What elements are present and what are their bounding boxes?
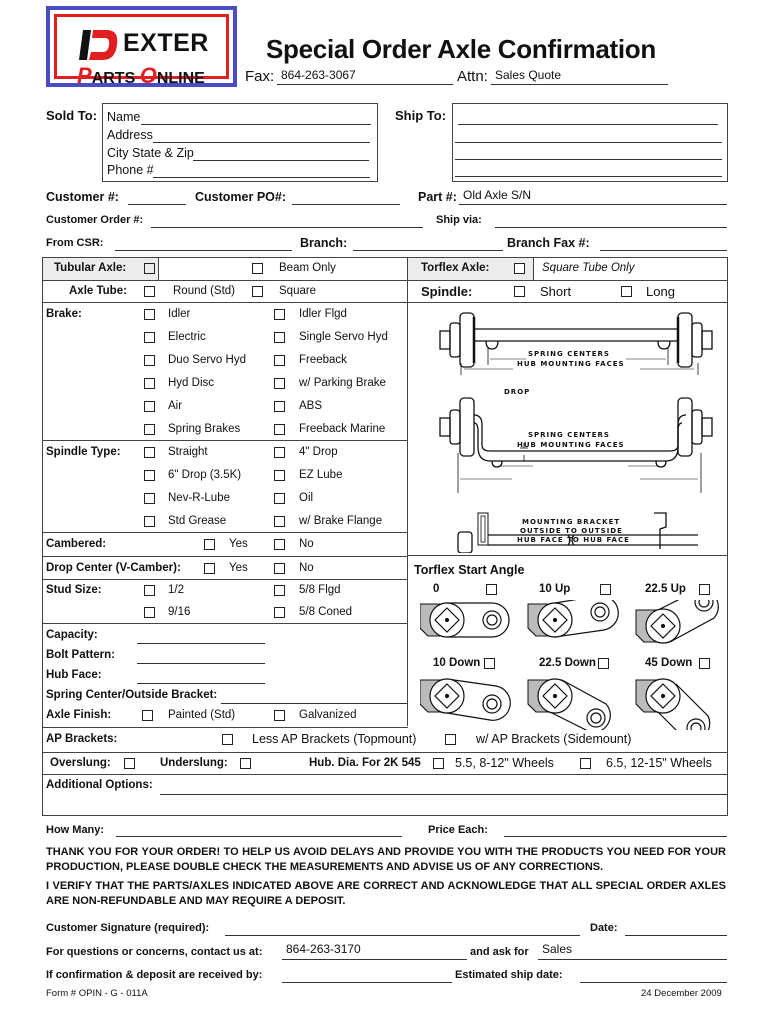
spindle-short-checkbox[interactable] xyxy=(514,286,525,297)
ask-for-value[interactable]: Sales xyxy=(542,942,573,956)
sold-to-address-label: Address xyxy=(107,128,153,142)
angle-0-label: 0 xyxy=(433,583,440,595)
spindle-long-label: Long xyxy=(646,284,675,299)
spindle-std-grease-label: Std Grease xyxy=(168,515,227,527)
capacity-field[interactable] xyxy=(137,643,265,644)
cambered-yes-label: Yes xyxy=(229,538,248,550)
divider xyxy=(42,623,408,624)
sold-to-phone-field[interactable] xyxy=(153,177,370,178)
form-number: Form # OPIN - G - 011A xyxy=(46,988,148,999)
thank-you-notice: THANK YOU FOR YOUR ORDER! TO HELP US AVOID DELAYS AND PROVIDE YOU WITH THE PRODUCTS YOU NEED FOR YOUR PRODUCTION, PLEASE DOUBLE CHECK THE MEASUREMENTS AND ADVISE US OF ANY CORRECTIONS. xyxy=(46,846,726,873)
additional-options-field[interactable] xyxy=(160,794,728,795)
hub-face-field[interactable] xyxy=(137,683,265,684)
diagram1-hub-mounting-faces: HUB MOUNTING FACES xyxy=(517,360,625,368)
drop-center-no-checkbox[interactable] xyxy=(274,563,285,574)
torflex-axle-checkbox[interactable] xyxy=(514,263,525,274)
spindle-oil-checkbox[interactable] xyxy=(274,493,285,504)
spindle-brake-flange-label: w/ Brake Flange xyxy=(299,515,383,527)
stud-5-8-coned-label: 5/8 Coned xyxy=(299,606,353,618)
spindle-long-checkbox[interactable] xyxy=(621,286,632,297)
wheels-65-label: 6.5, 12-15" Wheels xyxy=(606,756,712,770)
torflex-start-angle-title: Torflex Start Angle xyxy=(414,563,525,577)
torflex-axle-label: Torflex Axle: xyxy=(421,262,490,274)
spring-center-label: Spring Center/Outside Bracket: xyxy=(46,689,218,701)
diagram3-mounting-bracket: MOUNTING BRACKET xyxy=(522,518,621,526)
painted-std-checkbox[interactable] xyxy=(142,710,153,721)
round-std-label: Round (Std) xyxy=(173,285,236,297)
wheels-65-checkbox[interactable] xyxy=(580,758,591,769)
galvanized-label: Galvanized xyxy=(299,709,357,721)
angle-10-down-label: 10 Down xyxy=(433,657,481,669)
spindle-nev-r-lube-checkbox[interactable] xyxy=(144,493,155,504)
brake-spring-checkbox[interactable] xyxy=(144,424,155,435)
brake-freeback-checkbox[interactable] xyxy=(274,355,285,366)
confirmation-label: If confirmation & deposit are received by: xyxy=(46,969,263,981)
angle-0-checkbox[interactable] xyxy=(486,584,497,595)
sold-to-city-label: City State & Zip xyxy=(107,146,194,160)
wheels-55-checkbox[interactable] xyxy=(433,758,444,769)
brake-abs-checkbox[interactable] xyxy=(274,401,285,412)
diagram2-spring-centers: SPRING CENTERS xyxy=(528,431,610,439)
divider xyxy=(42,532,408,533)
brake-freeback-marine-checkbox[interactable] xyxy=(274,424,285,435)
brake-duo-servo-checkbox[interactable] xyxy=(144,355,155,366)
customer-po-field[interactable] xyxy=(292,204,400,205)
fax-label: Fax: xyxy=(245,68,275,85)
bolt-pattern-label: Bolt Pattern: xyxy=(46,649,115,661)
drop-center-yes-checkbox[interactable] xyxy=(204,563,215,574)
brake-electric-checkbox[interactable] xyxy=(144,332,155,343)
divider xyxy=(42,727,408,728)
spindle-6in-drop-label: 6" Drop (3.5K) xyxy=(168,469,242,481)
brake-spring-label: Spring Brakes xyxy=(168,423,241,435)
from-csr-label: From CSR: xyxy=(46,237,104,249)
angle-45-down-label: 45 Down xyxy=(645,657,693,669)
stud-size-label: Stud Size: xyxy=(46,584,102,596)
sold-to-name-label: Name xyxy=(107,110,141,124)
logo-exter-text: EXTER xyxy=(123,29,209,57)
divider xyxy=(42,556,408,557)
drop-center-no-label: No xyxy=(299,562,314,574)
contact-label: For questions or concerns, contact us at: xyxy=(46,946,263,958)
angle-22-5-up-checkbox[interactable] xyxy=(699,584,710,595)
dexter-logo xyxy=(46,6,237,87)
spindle-std-grease-checkbox[interactable] xyxy=(144,516,155,527)
ask-for-field[interactable] xyxy=(538,959,727,960)
brake-single-servo-checkbox[interactable] xyxy=(274,332,285,343)
brake-hyd-disc-label: Hyd Disc xyxy=(168,377,215,389)
cambered-no-label: No xyxy=(299,538,314,550)
brake-air-label: Air xyxy=(168,400,183,412)
diagram2-hub-mounting-faces: HUB MOUNTING FACES xyxy=(517,441,625,449)
diagram3-hub-face-to-hub-face: HUB FACE TO HUB FACE xyxy=(517,536,630,544)
ap-brackets-label: AP Brackets: xyxy=(46,733,118,745)
fax-value[interactable]: 864-263-3067 xyxy=(281,68,356,82)
spindle-straight-checkbox[interactable] xyxy=(144,447,155,458)
brake-single-servo-label: Single Servo Hyd xyxy=(299,331,388,343)
brake-air-checkbox[interactable] xyxy=(144,401,155,412)
painted-std-label: Painted (Std) xyxy=(168,709,236,721)
verification-notice: I VERIFY THAT THE PARTS/AXLES INDICATED ABOVE ARE CORRECT AND ACKNOWLEDGE THAT ALL SPECIAL ORDER AXLES ARE NON-REFUNDABLE AND MAY REQUIRE A DEPOSIT. xyxy=(46,880,726,907)
ship-to-line-4[interactable] xyxy=(455,176,722,177)
spindle-4in-drop-label: 4" Drop xyxy=(299,446,338,458)
signature-label: Customer Signature (required): xyxy=(46,922,210,934)
signature-field[interactable] xyxy=(225,935,580,936)
cambered-yes-checkbox[interactable] xyxy=(204,539,215,550)
with-ap-label: w/ AP Brackets (Sidemount) xyxy=(476,732,632,746)
divider xyxy=(42,579,408,580)
cambered-no-checkbox[interactable] xyxy=(274,539,285,550)
diagram3-outside-to-outside: OUTSIDE TO OUTSIDE xyxy=(520,527,623,535)
customer-po-label: Customer PO#: xyxy=(195,190,286,204)
customer-order-label: Customer Order #: xyxy=(46,214,144,226)
beam-only-label: Beam Only xyxy=(279,262,336,274)
overslung-label: Overslung: xyxy=(50,757,111,769)
sold-to-name-field[interactable] xyxy=(141,124,371,125)
divider xyxy=(42,440,408,441)
brake-idler-checkbox[interactable] xyxy=(144,309,155,320)
stud-5-8-flgd-checkbox[interactable] xyxy=(274,585,285,596)
spindle-type-label: Spindle Type: xyxy=(46,446,121,458)
hub-face-label: Hub Face: xyxy=(46,669,102,681)
date-label: Date: xyxy=(590,922,618,934)
customer-num-field[interactable] xyxy=(128,204,186,205)
attn-value[interactable]: Sales Quote xyxy=(495,68,562,82)
ship-via-label: Ship via: xyxy=(436,214,482,226)
sold-to-phone-label: Phone # xyxy=(107,163,154,177)
ship-to-label: Ship To: xyxy=(395,108,447,123)
contact-value[interactable]: 864-263-3170 xyxy=(286,942,361,956)
stud-5-8-coned-checkbox[interactable] xyxy=(274,607,285,618)
ship-via-field[interactable] xyxy=(495,227,727,228)
brake-label: Brake: xyxy=(46,308,82,320)
angle-22-5-up-label: 22.5 Up xyxy=(645,583,686,595)
stud-9-16-label: 9/16 xyxy=(168,606,191,618)
drop-center-yes-label: Yes xyxy=(229,562,248,574)
how-many-label: How Many: xyxy=(46,824,105,836)
how-many-field[interactable] xyxy=(116,836,402,837)
fax-field[interactable] xyxy=(277,84,453,85)
branch-fax-label: Branch Fax #: xyxy=(507,236,590,250)
drop-center-label: Drop Center (V-Camber): xyxy=(46,562,181,574)
stud-half-checkbox[interactable] xyxy=(144,585,155,596)
spindle-short-label: Short xyxy=(540,284,572,299)
spindle-nev-r-lube-label: Nev-R-Lube xyxy=(168,492,230,504)
square-tube-only-note: Square Tube Only xyxy=(542,262,635,274)
from-csr-field[interactable] xyxy=(115,250,292,251)
spindle-ez-lube-label: EZ Lube xyxy=(299,469,343,481)
ask-for-label: and ask for xyxy=(470,946,529,958)
divider xyxy=(407,555,728,556)
wheels-55-label: 5.5, 8-12" Wheels xyxy=(455,756,554,770)
est-ship-field[interactable] xyxy=(580,982,727,983)
price-each-field[interactable] xyxy=(504,836,727,837)
stud-half-label: 1/2 xyxy=(168,584,184,596)
spindle-oil-label: Oil xyxy=(299,492,314,504)
brake-idler-flgd-label: Idler Flgd xyxy=(299,308,347,320)
spindle-ez-lube-checkbox[interactable] xyxy=(274,470,285,481)
underslung-checkbox[interactable] xyxy=(240,758,251,769)
est-ship-label: Estimated ship date: xyxy=(455,969,563,981)
brake-hyd-disc-checkbox[interactable] xyxy=(144,378,155,389)
square-label: Square xyxy=(279,285,317,297)
diagram2-drop: DROP xyxy=(504,388,531,396)
galvanized-checkbox[interactable] xyxy=(274,710,285,721)
price-each-label: Price Each: xyxy=(428,824,488,836)
tubular-axle-label: Tubular Axle: xyxy=(54,262,127,274)
page-title: Special Order Axle Confirmation xyxy=(266,34,656,64)
brake-idler-flgd-checkbox[interactable] xyxy=(274,309,285,320)
branch-fax-field[interactable] xyxy=(600,250,727,251)
beam-only-checkbox[interactable] xyxy=(252,263,263,274)
axle-finish-label: Axle Finish: xyxy=(46,709,112,721)
confirmation-date-field[interactable] xyxy=(282,982,452,983)
angle-22-5-down-label: 22.5 Down xyxy=(539,657,596,669)
capacity-label: Capacity: xyxy=(46,629,98,641)
branch-field[interactable] xyxy=(353,250,503,251)
bolt-pattern-field[interactable] xyxy=(137,663,265,664)
with-ap-checkbox[interactable] xyxy=(445,734,456,745)
axle-tube-label: Axle Tube: xyxy=(69,285,127,297)
brake-freeback-marine-label: Freeback Marine xyxy=(299,423,386,435)
contact-field[interactable] xyxy=(282,959,467,960)
customer-order-field[interactable] xyxy=(151,227,423,228)
branch-label: Branch: xyxy=(300,236,348,250)
spindle-brake-flange-checkbox[interactable] xyxy=(274,516,285,527)
additional-options-label: Additional Options: xyxy=(46,779,153,791)
hub-dia-label: Hub. Dia. For 2K 545 xyxy=(309,757,421,769)
brake-parking-checkbox[interactable] xyxy=(274,378,285,389)
divider xyxy=(42,752,728,753)
square-checkbox[interactable] xyxy=(252,286,263,297)
brake-duo-servo-label: Duo Servo Hyd xyxy=(168,354,246,366)
less-ap-checkbox[interactable] xyxy=(222,734,233,745)
angle-10-up-checkbox[interactable] xyxy=(600,584,611,595)
less-ap-label: Less AP Brackets (Topmount) xyxy=(252,732,417,746)
sold-to-label: Sold To: xyxy=(46,108,98,123)
cambered-label: Cambered: xyxy=(46,538,107,550)
sold-to-box xyxy=(102,103,378,182)
spindle-6in-drop-checkbox[interactable] xyxy=(144,470,155,481)
brake-freeback-label: Freeback xyxy=(299,354,347,366)
spring-center-field[interactable] xyxy=(221,703,407,704)
tubular-axle-checkbox[interactable] xyxy=(144,263,155,274)
brake-parking-label: w/ Parking Brake xyxy=(299,377,386,389)
attn-label: Attn: xyxy=(457,68,488,85)
customer-num-label: Customer #: xyxy=(46,190,119,204)
brake-idler-label: Idler xyxy=(168,308,191,320)
brake-electric-label: Electric xyxy=(168,331,206,343)
round-std-checkbox[interactable] xyxy=(144,286,155,297)
part-num-label: Part #: xyxy=(418,190,457,204)
attn-field[interactable] xyxy=(491,84,668,85)
form-date: 24 December 2009 xyxy=(641,988,722,999)
sold-to-city-field[interactable] xyxy=(193,160,369,161)
logo-parts-online-text: PARTS ONLINE xyxy=(77,63,205,88)
overslung-checkbox[interactable] xyxy=(124,758,135,769)
part-num-value[interactable]: Old Axle S/N xyxy=(463,188,532,202)
part-num-field[interactable] xyxy=(459,204,727,205)
dexter-d-icon xyxy=(79,30,119,60)
spindle-label: Spindle: xyxy=(421,284,473,299)
sold-to-address-field[interactable] xyxy=(153,142,370,143)
ship-to-line-1[interactable] xyxy=(458,124,718,125)
ship-to-line-3[interactable] xyxy=(455,159,722,160)
diagram1-spring-centers: SPRING CENTERS xyxy=(528,350,610,358)
axle-diagrams-illustration xyxy=(408,303,727,553)
brake-abs-label: ABS xyxy=(299,400,323,412)
stud-9-16-checkbox[interactable] xyxy=(144,607,155,618)
date-field[interactable] xyxy=(625,935,727,936)
torflex-angle-illustrations xyxy=(420,600,720,730)
angle-10-up-label: 10 Up xyxy=(539,583,571,595)
ship-to-box xyxy=(452,103,728,182)
spindle-straight-label: Straight xyxy=(168,446,208,458)
ship-to-line-2[interactable] xyxy=(455,142,722,143)
stud-5-8-flgd-label: 5/8 Flgd xyxy=(299,584,341,596)
spindle-4in-drop-checkbox[interactable] xyxy=(274,447,285,458)
underslung-label: Underslung: xyxy=(160,757,228,769)
divider xyxy=(42,280,728,281)
